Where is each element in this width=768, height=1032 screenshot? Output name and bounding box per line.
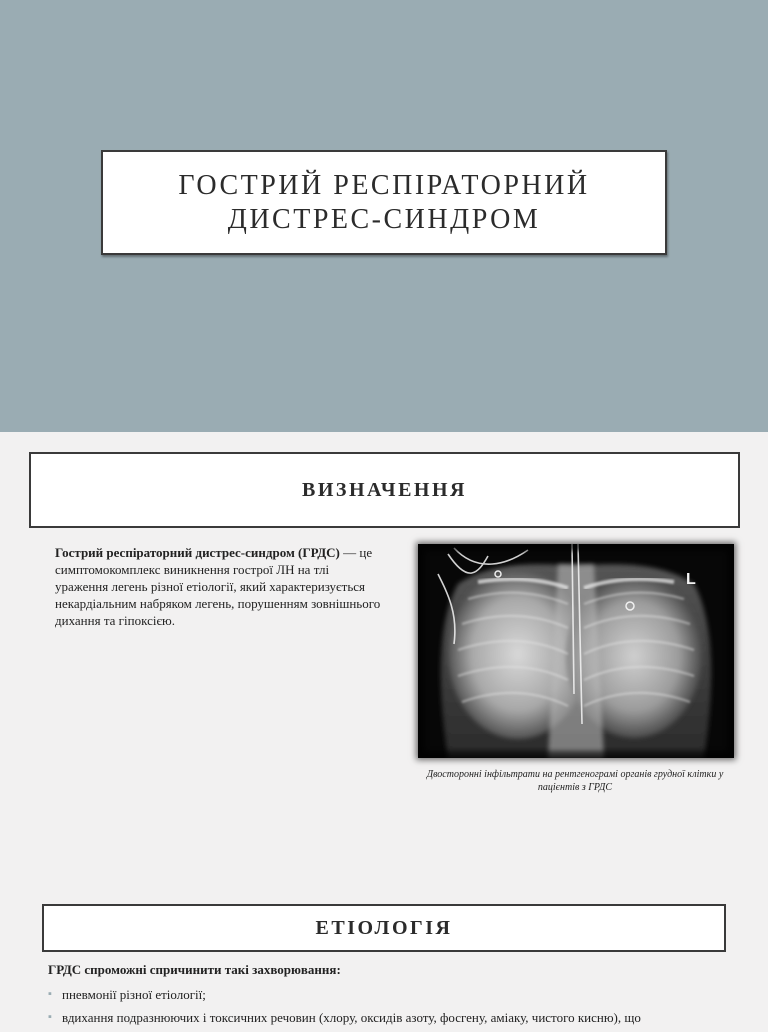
title-box [101, 150, 667, 255]
list-item-text: пневмонії різної етіології; [62, 987, 206, 1002]
list-item [48, 1009, 748, 1026]
title-slide [0, 0, 768, 432]
etiology-heading: ЕТІОЛОГІЯ [315, 916, 453, 939]
bullet-icon: ▪ [48, 988, 52, 1000]
etiology-intro: ГРДС спроможні спричинити такі захворювання: [48, 962, 341, 977]
definition-paragraph [55, 544, 385, 629]
slide-title-line-1: ГОСТРИЙ РЕСПІРАТОРНИЙ [178, 169, 590, 201]
xray-marker: L [686, 571, 696, 588]
bullet-icon: ▪ [48, 1011, 52, 1023]
definition-slide [0, 432, 768, 864]
definition-heading: ВИЗНАЧЕННЯ [302, 478, 467, 501]
slide-title-line-2: ДИСТРЕС-СИНДРОМ [227, 203, 541, 235]
slide-title [178, 169, 589, 237]
chest-xray-icon [418, 544, 734, 758]
etiology-slide [0, 864, 768, 1024]
definition-term: Гострий респіраторний дистрес-синдром (ГРДС) [55, 545, 340, 560]
chest-xray-image [418, 544, 734, 758]
definition-body: — це симптомокомплекс виникнення гострої ЛН на тлі ураження легень різної етіології, який характеризується некардіальним набряком легень, порушенням зовнішнього дихання та гіпоксією. [55, 545, 381, 628]
etiology-list [48, 986, 748, 1032]
image-caption: Двосторонні інфільтрати на рентгенограмі органів грудної клітки у пацієнтів з ГРДС [426, 769, 724, 793]
etiology-heading-box [42, 904, 726, 952]
list-item [48, 986, 748, 1003]
definition-heading-box [29, 452, 740, 528]
list-item-text: вдихання подразнюючих і токсичних речовин (хлору, оксидів азоту, фосгену, аміаку, чистого кисню), що [62, 1010, 641, 1025]
